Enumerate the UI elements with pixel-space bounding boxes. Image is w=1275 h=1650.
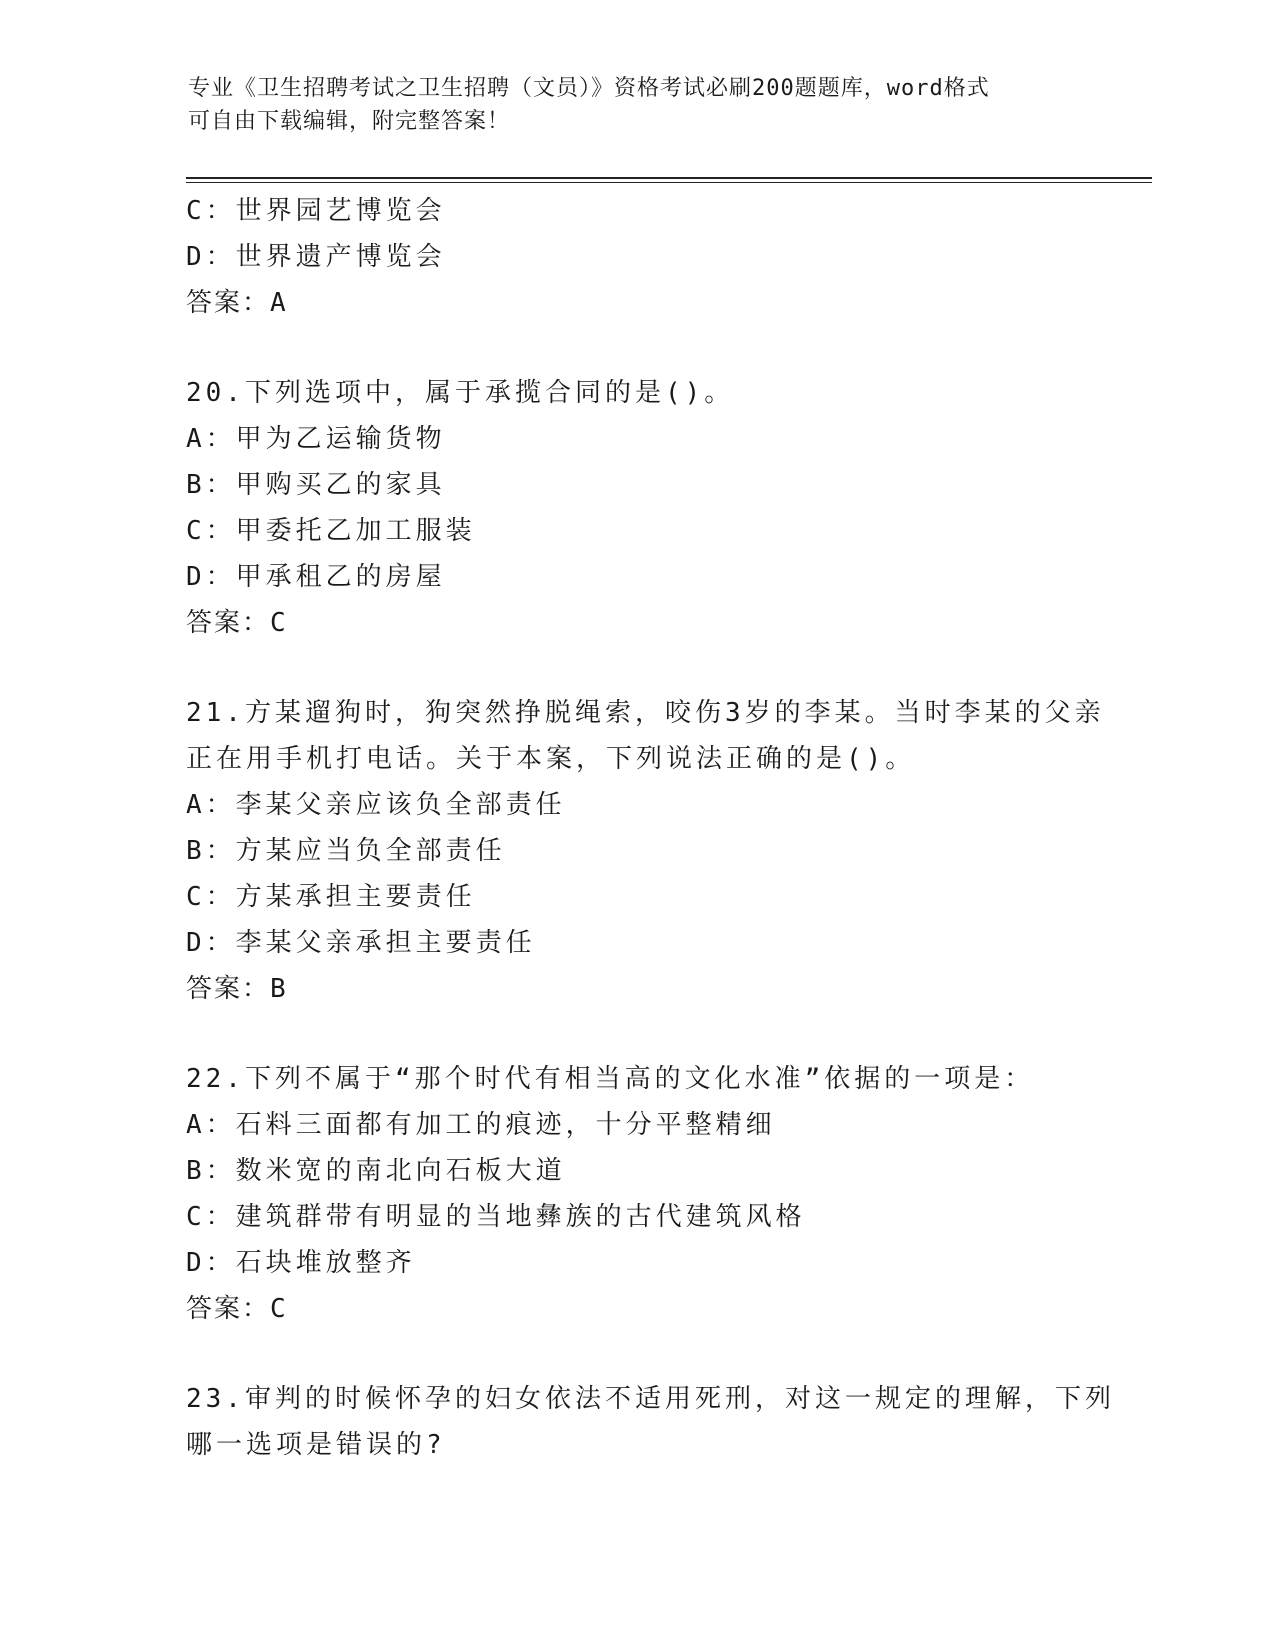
option-d: D：李某父亲承担主要责任 [186, 928, 536, 958]
option-a: A：李某父亲应该负全部责任 [186, 790, 566, 820]
option-a: A：石料三面都有加工的痕迹，十分平整精细 [186, 1110, 776, 1140]
option-c: C：方某承担主要责任 [186, 882, 476, 912]
option-b: B：方某应当负全部责任 [186, 836, 506, 866]
header-rule-thin [186, 182, 1152, 183]
header-rule-thick [186, 177, 1152, 179]
option-a: A：甲为乙运输货物 [186, 424, 446, 454]
question-stem: 22.下列不属于“那个时代有相当高的文化水准”依据的一项是： [186, 1064, 1035, 1094]
question-stem: 21.方某遛狗时，狗突然挣脱绳索，咬伤3岁的李某。当时李某的父亲 [186, 698, 1105, 728]
document-header [188, 72, 1068, 138]
option-b: B：数米宽的南北向石板大道 [186, 1156, 566, 1186]
question-stem: 20.下列选项中，属于承揽合同的是()。 [186, 378, 735, 408]
header-line-1: 专业《卫生招聘考试之卫生招聘（文员）》资格考试必刷200题题库，word格式 [188, 76, 990, 101]
option-c: C：甲委托乙加工服装 [186, 516, 476, 546]
question-22 [186, 1056, 1086, 1332]
answer: 答案：C [186, 608, 288, 638]
answer: 答案：C [186, 1294, 288, 1324]
option-d: D：世界遗产博览会 [186, 242, 446, 272]
header-line-2: 可自由下载编辑，附完整答案！ [188, 109, 511, 134]
option-d: D：甲承租乙的房屋 [186, 562, 446, 592]
answer: 答案：A [186, 288, 288, 318]
question-23 [186, 1376, 1115, 1468]
answer: 答案：B [186, 974, 288, 1004]
question-21 [186, 690, 1105, 1012]
question-content [186, 188, 1115, 1468]
option-c: C：建筑群带有明显的当地彝族的古代建筑风格 [186, 1202, 806, 1232]
option-b: B：甲购买乙的家具 [186, 470, 446, 500]
question-stem-cont: 哪一选项是错误的? [186, 1430, 446, 1460]
question-20 [186, 370, 1086, 646]
question-19-tail [186, 188, 1086, 326]
question-stem: 23.审判的时候怀孕的妇女依法不适用死刑，对这一规定的理解，下列 [186, 1384, 1115, 1414]
option-c: C：世界园艺博览会 [186, 196, 446, 226]
option-d: D：石块堆放整齐 [186, 1248, 416, 1278]
question-stem-cont: 正在用手机打电话。关于本案，下列说法正确的是()。 [186, 744, 916, 774]
